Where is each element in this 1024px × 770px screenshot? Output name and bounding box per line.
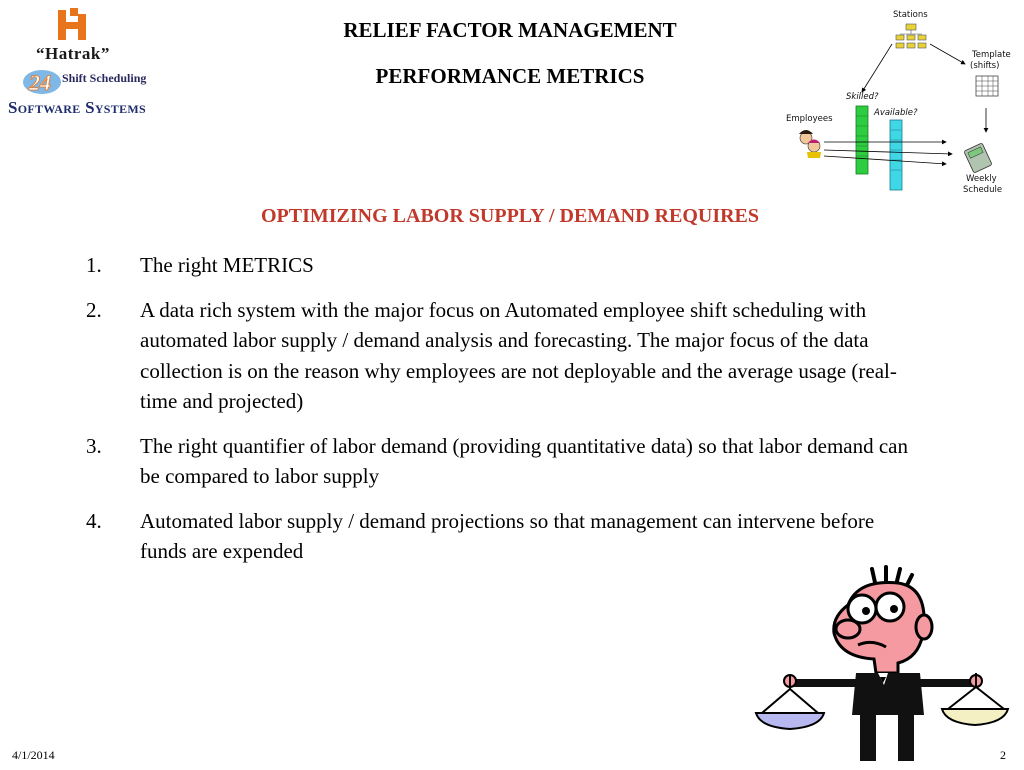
footer-date: 4/1/2014 xyxy=(12,748,55,762)
schedule-label: Schedule xyxy=(963,185,1003,195)
hatrak-h-icon xyxy=(56,8,90,42)
weekly-schedule-icon xyxy=(964,143,992,173)
company-logo xyxy=(8,8,168,123)
logo-company: Software Systems xyxy=(8,98,146,117)
list-item-text: The right quantifier of labor demand (providing quantitative data) so that labor demand can be compared to labor supply xyxy=(140,433,908,488)
list-item xyxy=(86,295,926,417)
list-item-text: The right METRICS xyxy=(140,253,314,277)
template-sub-label: (shifts) xyxy=(970,61,1000,71)
list-item-number: 4. xyxy=(86,508,102,533)
page-subtitle: PERFORMANCE METRICS xyxy=(375,64,645,88)
logo-24-badge xyxy=(22,68,62,96)
logo-tagline: Shift Scheduling xyxy=(62,71,147,85)
employees-icon xyxy=(799,130,821,158)
list-item-number: 2. xyxy=(86,297,102,322)
list-item xyxy=(86,250,926,281)
template-grid-icon xyxy=(976,76,998,96)
page-number: 2 xyxy=(1000,748,1006,762)
requirements-list xyxy=(86,250,926,581)
list-item xyxy=(86,431,926,492)
balance-scale-cartoon xyxy=(748,565,1010,765)
org-chart-icon xyxy=(896,24,926,48)
skilled-label: Skilled? xyxy=(846,92,879,102)
logo-24-text: 24 xyxy=(29,70,51,95)
available-filter-bar xyxy=(890,120,902,190)
list-item-text: A data rich system with the major focus on Automated employee shift scheduling with automated labor supply / demand analysis and forecasting. The major focus of the data collection is on the reason why employees are not deployable and the average usage (real-time and projected) xyxy=(140,297,897,413)
available-label: Available? xyxy=(874,108,918,118)
weekly-label: Weekly xyxy=(966,174,997,184)
list-item-text: Automated labor supply / demand projections so that management can intervene before funds are expended xyxy=(140,508,875,563)
employees-label: Employees xyxy=(786,114,833,124)
diagram-graphics xyxy=(780,4,1024,200)
template-label: Template xyxy=(972,50,1011,60)
balance-scale-illustration xyxy=(748,565,1010,765)
page-title: RELIEF FACTOR MANAGEMENT xyxy=(343,18,677,42)
scheduling-diagram xyxy=(780,4,1024,200)
list-item-number: 1. xyxy=(86,253,102,277)
list-item xyxy=(86,506,926,567)
section-heading: OPTIMIZING LABOR SUPPLY / DEMAND REQUIRES xyxy=(260,205,760,227)
logo-brand: “Hatrak” xyxy=(36,44,110,63)
stations-label: Stations xyxy=(893,10,928,20)
list-item-number: 3. xyxy=(86,433,102,458)
